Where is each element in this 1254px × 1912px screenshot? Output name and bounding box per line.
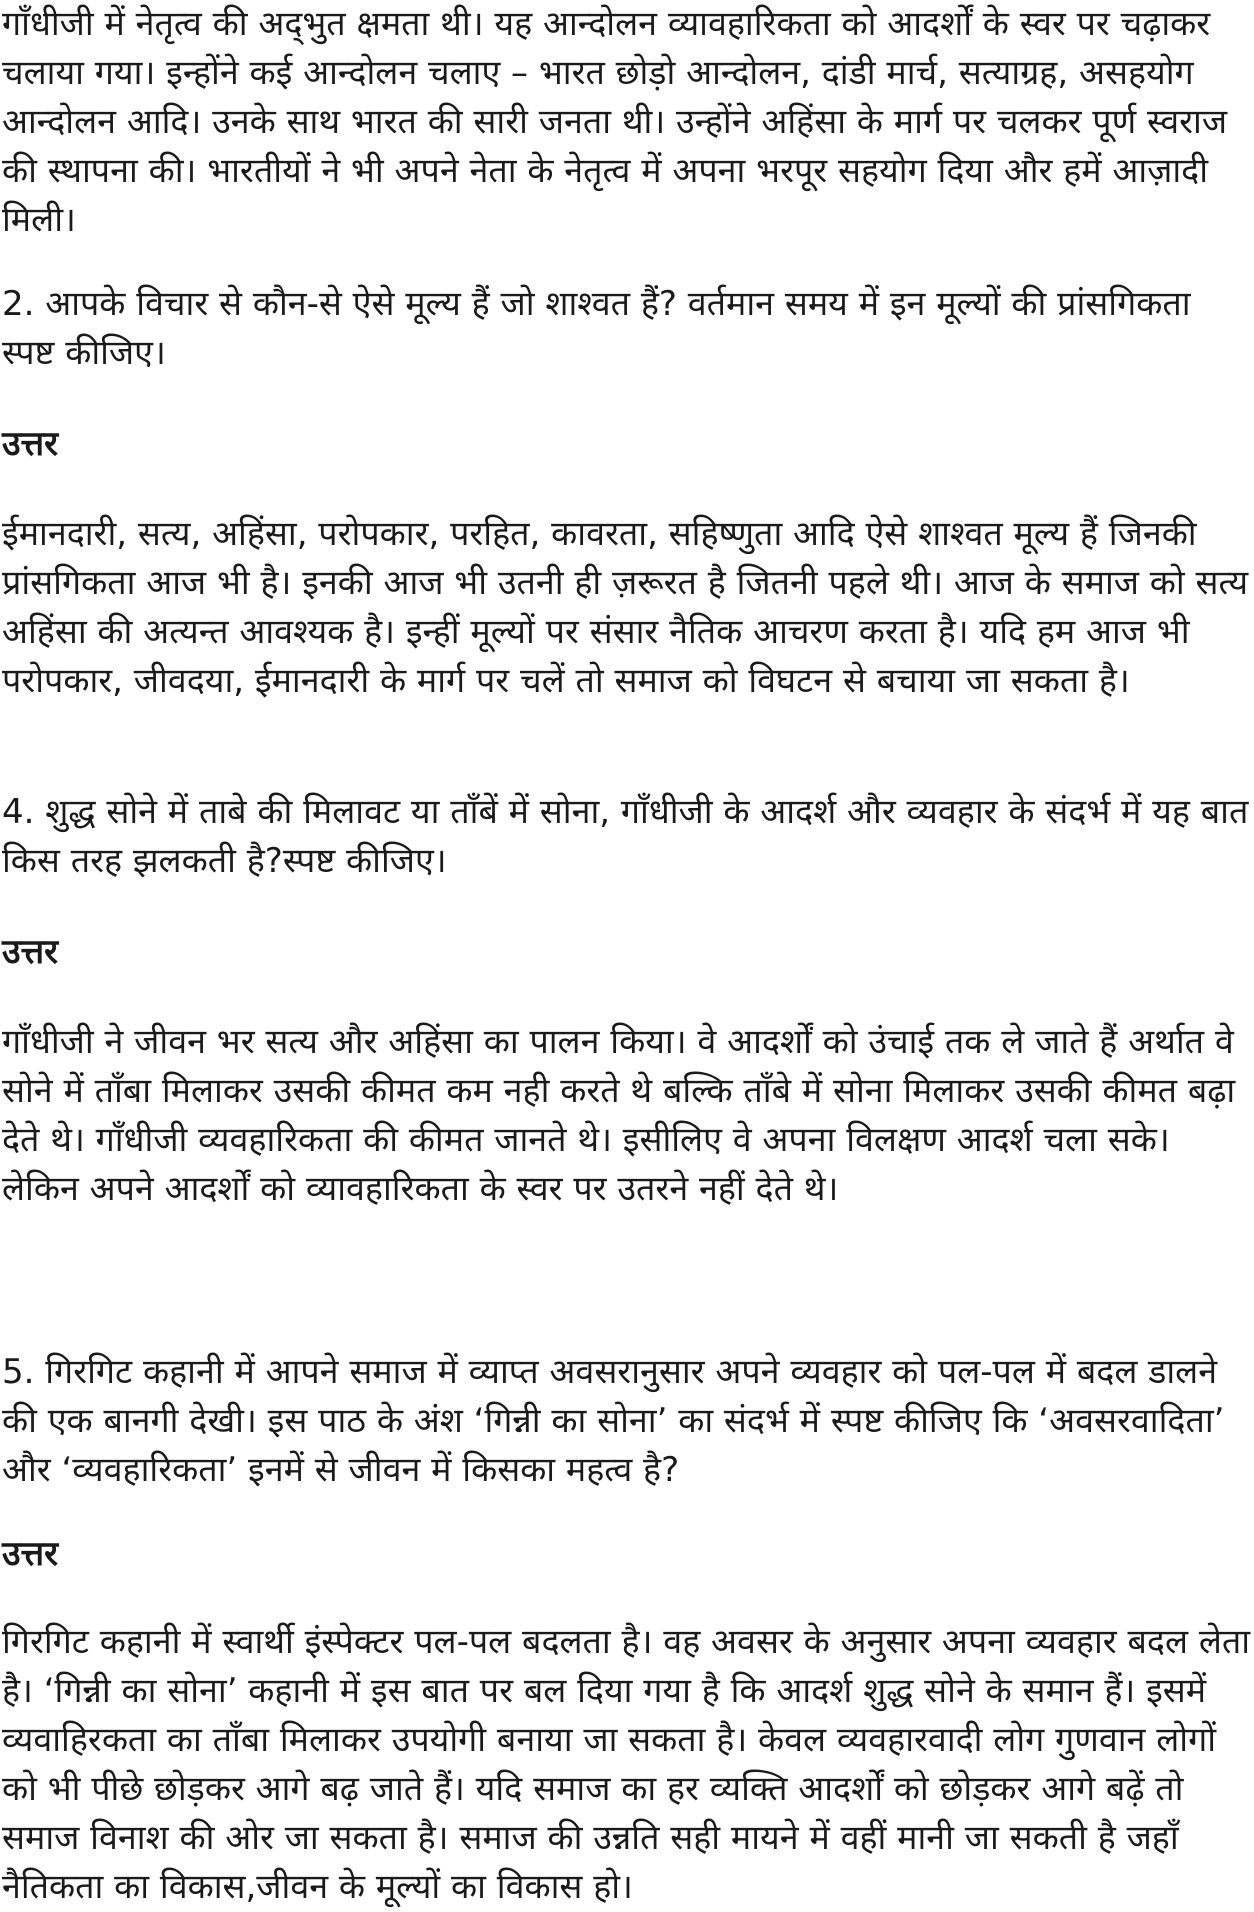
question-5: 5. गिरगिट कहानी में आपने समाज में व्याप्त अवसरानुसार अपने व्यवहार को पल-पल में बदल डालने की एक बानगी देखी। इस पाठ के अंश ‘गिन्नी का सोना’ का संदर्भ में स्पष्ट कीजिए कि ‘अवसरवादिता’ और ‘व्यवहारिकता’ इनमें से जीवन में किसका महत्व है?: [2, 1352, 1225, 1490]
question-2: 2. आपके विचार से कौन-से ऐसे मूल्य हैं जो शाश्वत हैं? वर्तमान समय में इन मूल्यों की प्रांसगिकता स्पष्ट कीजिए।: [2, 284, 1191, 373]
answer-heading-4: उत्तर: [2, 932, 59, 972]
answer-2: ईमानदारी, सत्य, अहिंसा, परोपकार, परहित, कावरता, सहिष्णुता आदि ऐसे शाश्वत मूल्य हैं जिनकी प्रांसगिकता आज भी है। इनकी आज भी उतनी ही ज़रूरत है जितनी पहले थी। आज के समाज को सत्य अहिंसा की अत्यन्त आवश्यक है। इन्हीं मूल्यों पर संसार नैतिक आचरण करता है। यदि हम आज भी परोपकार, जीवदया, ईमानदारी के मार्ग पर चलें तो समाज को विघटन से बचाया जा सकता है।: [2, 514, 1249, 701]
answer-4: गाँधीजी ने जीवन भर सत्य और अहिंसा का पालन किया। वे आदर्शों को उंचाई तक ले जाते हैं अर्थात वे सोने में ताँबा मिलाकर उसकी कीमत कम नही करते थे बल्कि ताँबे में सोना मिलाकर उसकी कीमत बढ़ा देते थे। गाँधीजी व्यवहारिकता की कीमत जानते थे। इसीलिए वे अपना विलक्षण आदर्श चला सके। लेकिन अपने आदर्शों को व्यावहारिकता के स्वर पर उतरने नहीं देते थे।: [2, 1022, 1236, 1209]
answer-heading-2: उत्तर: [2, 424, 59, 464]
answer-heading-5: उत्तर: [2, 1534, 59, 1574]
question-4: 4. शुद्ध सोने में ताबे की मिलावट या ताँबें में सोना, गाँधीजी के आदर्श और व्यवहार के संदर्भ में यह बात किस तरह झलकती है?स्पष्ट कीजिए।: [2, 792, 1249, 881]
answer-5: गिरगिट कहानी में स्वार्थी इंस्पेक्टर पल-पल बदलता है। वह अवसर के अनुसार अपना व्यवहार बदल लेता है। ‘गिन्नी का सोना’ कहानी में इस बात पर बल दिया गया है कि आदर्श शुद्ध सोने के समान हैं। इसमें व्यवाहिरकता का ताँबा मिलाकर उपयोगी बनाया जा सकता है। केवल व्यवहारवादी लोग गुणवान लोगों को भी पीछे छोड़कर आगे बढ़ जाते हैं। यदि समाज का हर व्यक्ति आदर्शों को छोड़कर आगे बढ़ें तो समाज विनाश की ओर जा सकता है। समाज की उन्नति सही मायने में वहीं मानी जा सकती है जहाँ नैतिकता का विकास,जीवन के मूल्यों का विकास हो।: [2, 1622, 1251, 1907]
intro-paragraph: गाँधीजी में नेतृत्व की अद्‌भुत क्षमता थी। यह आन्दोलन व्यावहारिकता को आदर्शों के स्वर पर चढ़ाकर चलाया गया। इन्होंने कई आन्दोलन चलाए – भारत छोड़ो आन्दोलन, दांडी मार्च, सत्याग्रह, असहयोग आन्दोलन आदि। उनके साथ भारत की सारी जनता थी। उन्होंने अहिंसा के मार्ग पर चलकर पूर्ण स्वराज की स्थापना की। भारतीयों ने भी अपने नेता के नेतृत्व में अपना भरपूर सहयोग दिया और हमें आज़ादी मिली।: [2, 4, 1228, 240]
